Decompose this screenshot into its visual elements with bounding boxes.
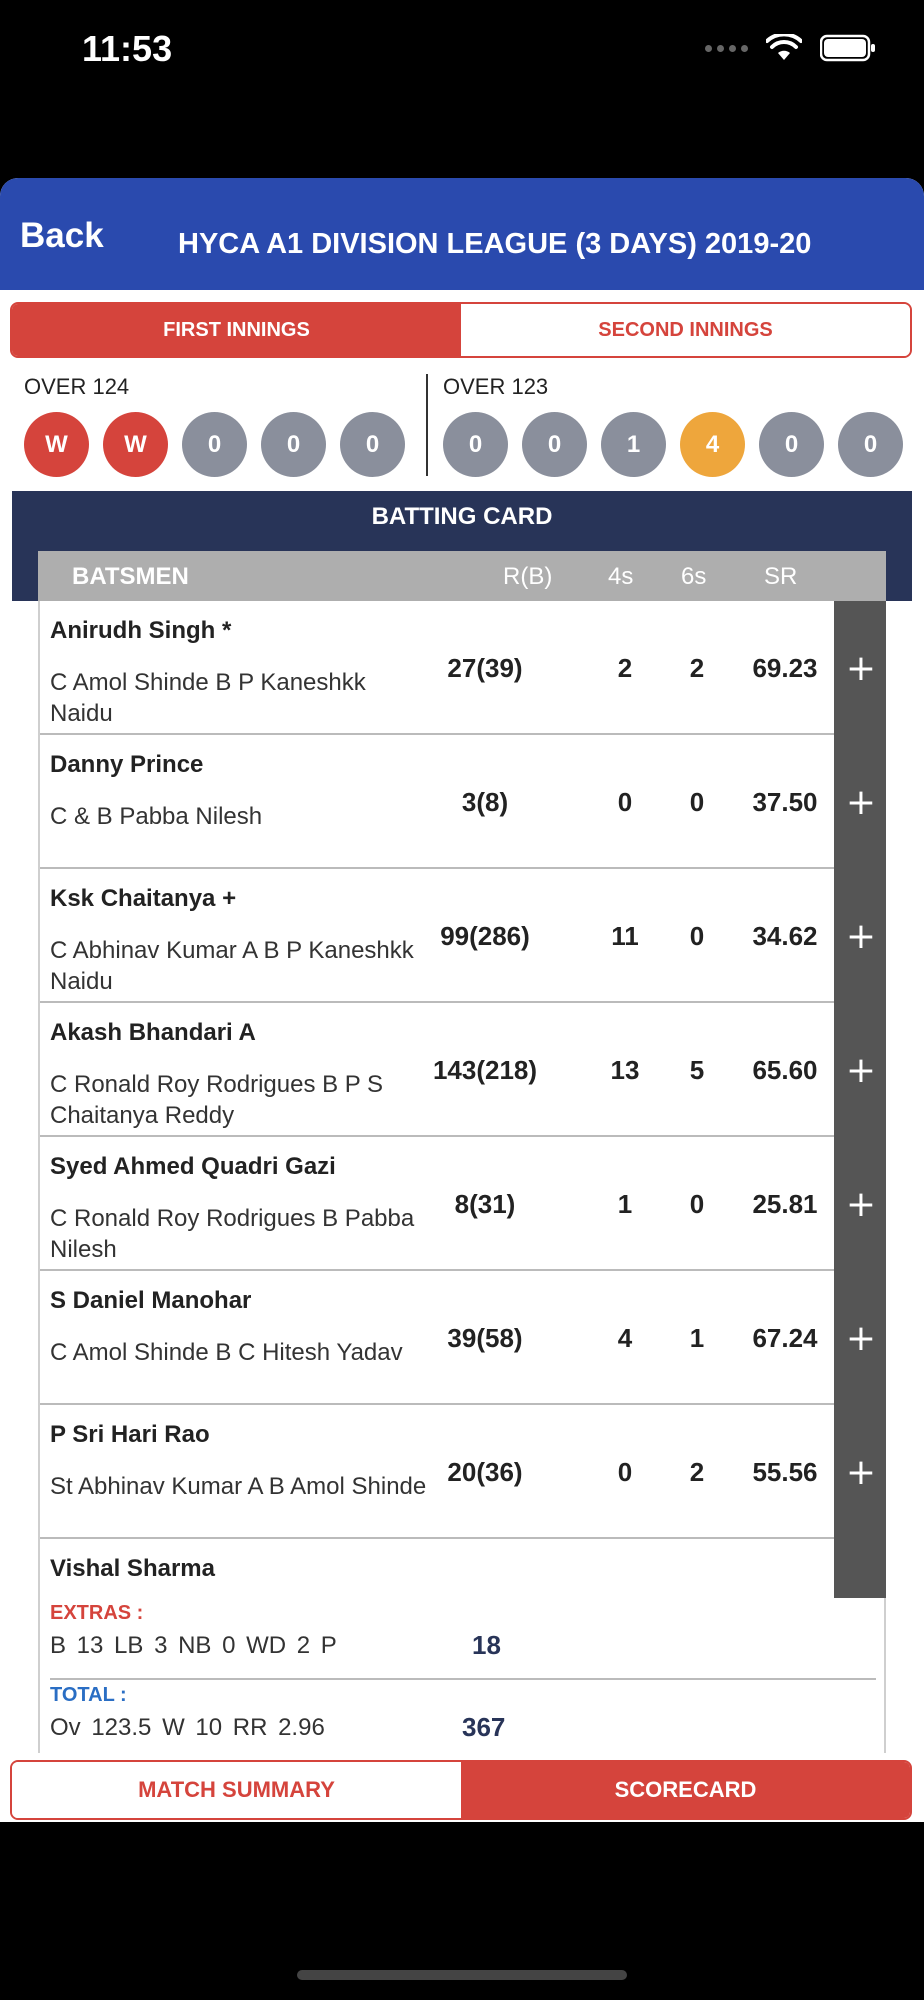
col-fours: 4s [608, 563, 634, 590]
col-batsmen: BATSMEN [72, 563, 189, 590]
batsman-name: Ksk Chaitanya + [50, 885, 237, 912]
batsman-name: P Sri Hari Rao [50, 1421, 210, 1448]
ball: 1 [601, 412, 666, 477]
ball: 0 [522, 412, 587, 477]
ball: 0 [261, 412, 326, 477]
fours: 1 [617, 1189, 633, 1219]
strike-rate: 67.24 [752, 1323, 818, 1353]
over-previous [443, 374, 903, 477]
back-button[interactable]: Back [20, 216, 104, 255]
table-row [40, 1003, 886, 1137]
expand-plus-icon[interactable]: + [834, 1405, 886, 1539]
dismissal: C Ronald Roy Rodrigues B Pabba Nilesh [50, 1205, 415, 1263]
divider [50, 1678, 876, 1680]
strike-rate: 69.23 [752, 653, 818, 683]
recent-overs [0, 374, 924, 474]
expand-plus-icon[interactable]: + [834, 1271, 886, 1405]
fours: 13 [610, 1055, 640, 1085]
over-label: OVER 124 [24, 374, 130, 399]
status-icons [705, 34, 876, 62]
ball: 4 [680, 412, 745, 477]
expand-plus-icon[interactable]: + [834, 735, 886, 869]
expand-plus-icon[interactable]: + [834, 1137, 886, 1271]
nav-bar [0, 178, 924, 290]
dismissal: C Abhinav Kumar A B P Kaneshkk Naidu [50, 937, 414, 995]
runs-balls: 27(39) [447, 653, 523, 683]
batsman-name: Syed Ahmed Quadri Gazi [50, 1153, 336, 1180]
extras-value: 18 [472, 1630, 501, 1660]
total-value: 367 [462, 1712, 506, 1742]
runs-balls: 143(218) [432, 1055, 538, 1085]
tab-second-innings[interactable]: SECOND INNINGS [461, 304, 910, 356]
status-bar [0, 0, 924, 100]
expand-plus-icon[interactable] [834, 1539, 886, 1601]
over-current [24, 374, 405, 477]
runs-balls: 39(58) [447, 1323, 523, 1353]
page-title: HYCA A1 DIVISION LEAGUE (3 DAYS) 2019-20 [178, 228, 812, 260]
tab-first-innings[interactable]: FIRST INNINGS [12, 304, 461, 356]
signal-icon [705, 45, 748, 52]
extras-label: EXTRAS : [50, 1602, 144, 1624]
ball: 0 [838, 412, 903, 477]
tab-match-summary[interactable]: MATCH SUMMARY [12, 1762, 461, 1818]
batsman-name: Danny Prince [50, 751, 204, 778]
batsman-name: S Daniel Manohar [50, 1287, 252, 1314]
ball: 0 [340, 412, 405, 477]
sixes: 2 [689, 1457, 705, 1487]
sixes: 0 [689, 787, 705, 817]
col-strike-rate: SR [764, 563, 798, 590]
battery-icon [820, 34, 876, 62]
app-screen [0, 178, 924, 1822]
batting-list[interactable] [38, 601, 886, 1601]
sixes: 1 [689, 1323, 705, 1353]
extras-detail: B 13 LB 3 NB 0 WD 2 P [50, 1632, 337, 1659]
strike-rate: 34.62 [752, 921, 818, 951]
sixes: 5 [689, 1055, 705, 1085]
ball: W [24, 412, 89, 477]
ball: 0 [182, 412, 247, 477]
runs-balls: 3(8) [461, 787, 509, 817]
over-divider [426, 374, 428, 476]
strike-rate: 65.60 [752, 1055, 818, 1085]
dismissal: C & B Pabba Nilesh [50, 803, 263, 830]
home-indicator[interactable] [297, 1970, 627, 1980]
table-row [40, 1539, 886, 1601]
wifi-icon [766, 34, 802, 62]
dismissal: C Ronald Roy Rodrigues B P S Chaitanya Reddy [50, 1071, 384, 1129]
bottom-tabs [10, 1760, 912, 1820]
strike-rate: 55.56 [752, 1457, 818, 1487]
status-time: 11:53 [82, 28, 173, 69]
runs-balls: 8(31) [454, 1189, 516, 1219]
fours: 0 [617, 787, 633, 817]
runs-balls: 99(286) [440, 921, 530, 951]
ball: 0 [443, 412, 508, 477]
expand-plus-icon[interactable]: + [834, 869, 886, 1003]
batsman-name: Anirudh Singh * [50, 617, 232, 644]
sixes: 0 [689, 921, 705, 951]
sixes: 0 [689, 1189, 705, 1219]
dismissal: C Amol Shinde B P Kaneshkk Naidu [50, 669, 366, 727]
fours: 11 [611, 921, 639, 951]
innings-tabs [10, 302, 912, 358]
batsman-name: Vishal Sharma [50, 1555, 215, 1582]
col-runs-balls: R(B) [503, 563, 553, 590]
ball: W [103, 412, 168, 477]
total-label: TOTAL : [50, 1684, 127, 1706]
tab-scorecard[interactable]: SCORECARD [461, 1762, 910, 1818]
over-label: OVER 123 [443, 374, 549, 399]
batting-card-title: BATTING CARD [371, 503, 553, 530]
table-row [40, 1137, 886, 1271]
table-row [40, 869, 886, 1003]
strike-rate: 37.50 [752, 787, 818, 817]
total-detail: Ov 123.5 W 10 RR 2.96 [50, 1714, 325, 1741]
table-row [40, 601, 886, 735]
sixes: 2 [689, 653, 705, 683]
fours: 0 [617, 1457, 633, 1487]
over-balls [443, 412, 903, 477]
batting-columns-header [38, 551, 886, 601]
expand-plus-icon[interactable]: + [834, 1003, 886, 1137]
fours: 2 [617, 653, 633, 683]
expand-plus-icon[interactable]: + [834, 601, 886, 735]
dismissal: St Abhinav Kumar A B Amol Shinde [50, 1473, 427, 1500]
fours: 4 [617, 1323, 633, 1353]
strike-rate: 25.81 [752, 1189, 818, 1219]
innings-summary [38, 1598, 886, 1753]
dismissal: C Amol Shinde B C Hitesh Yadav [50, 1339, 403, 1366]
runs-balls: 20(36) [447, 1457, 523, 1487]
table-row [40, 1271, 886, 1405]
over-balls [24, 412, 405, 477]
table-row [40, 1405, 886, 1539]
table-row [40, 735, 886, 869]
batsman-name: Akash Bhandari A [50, 1019, 256, 1046]
col-sixes: 6s [681, 563, 707, 590]
ball: 0 [759, 412, 824, 477]
